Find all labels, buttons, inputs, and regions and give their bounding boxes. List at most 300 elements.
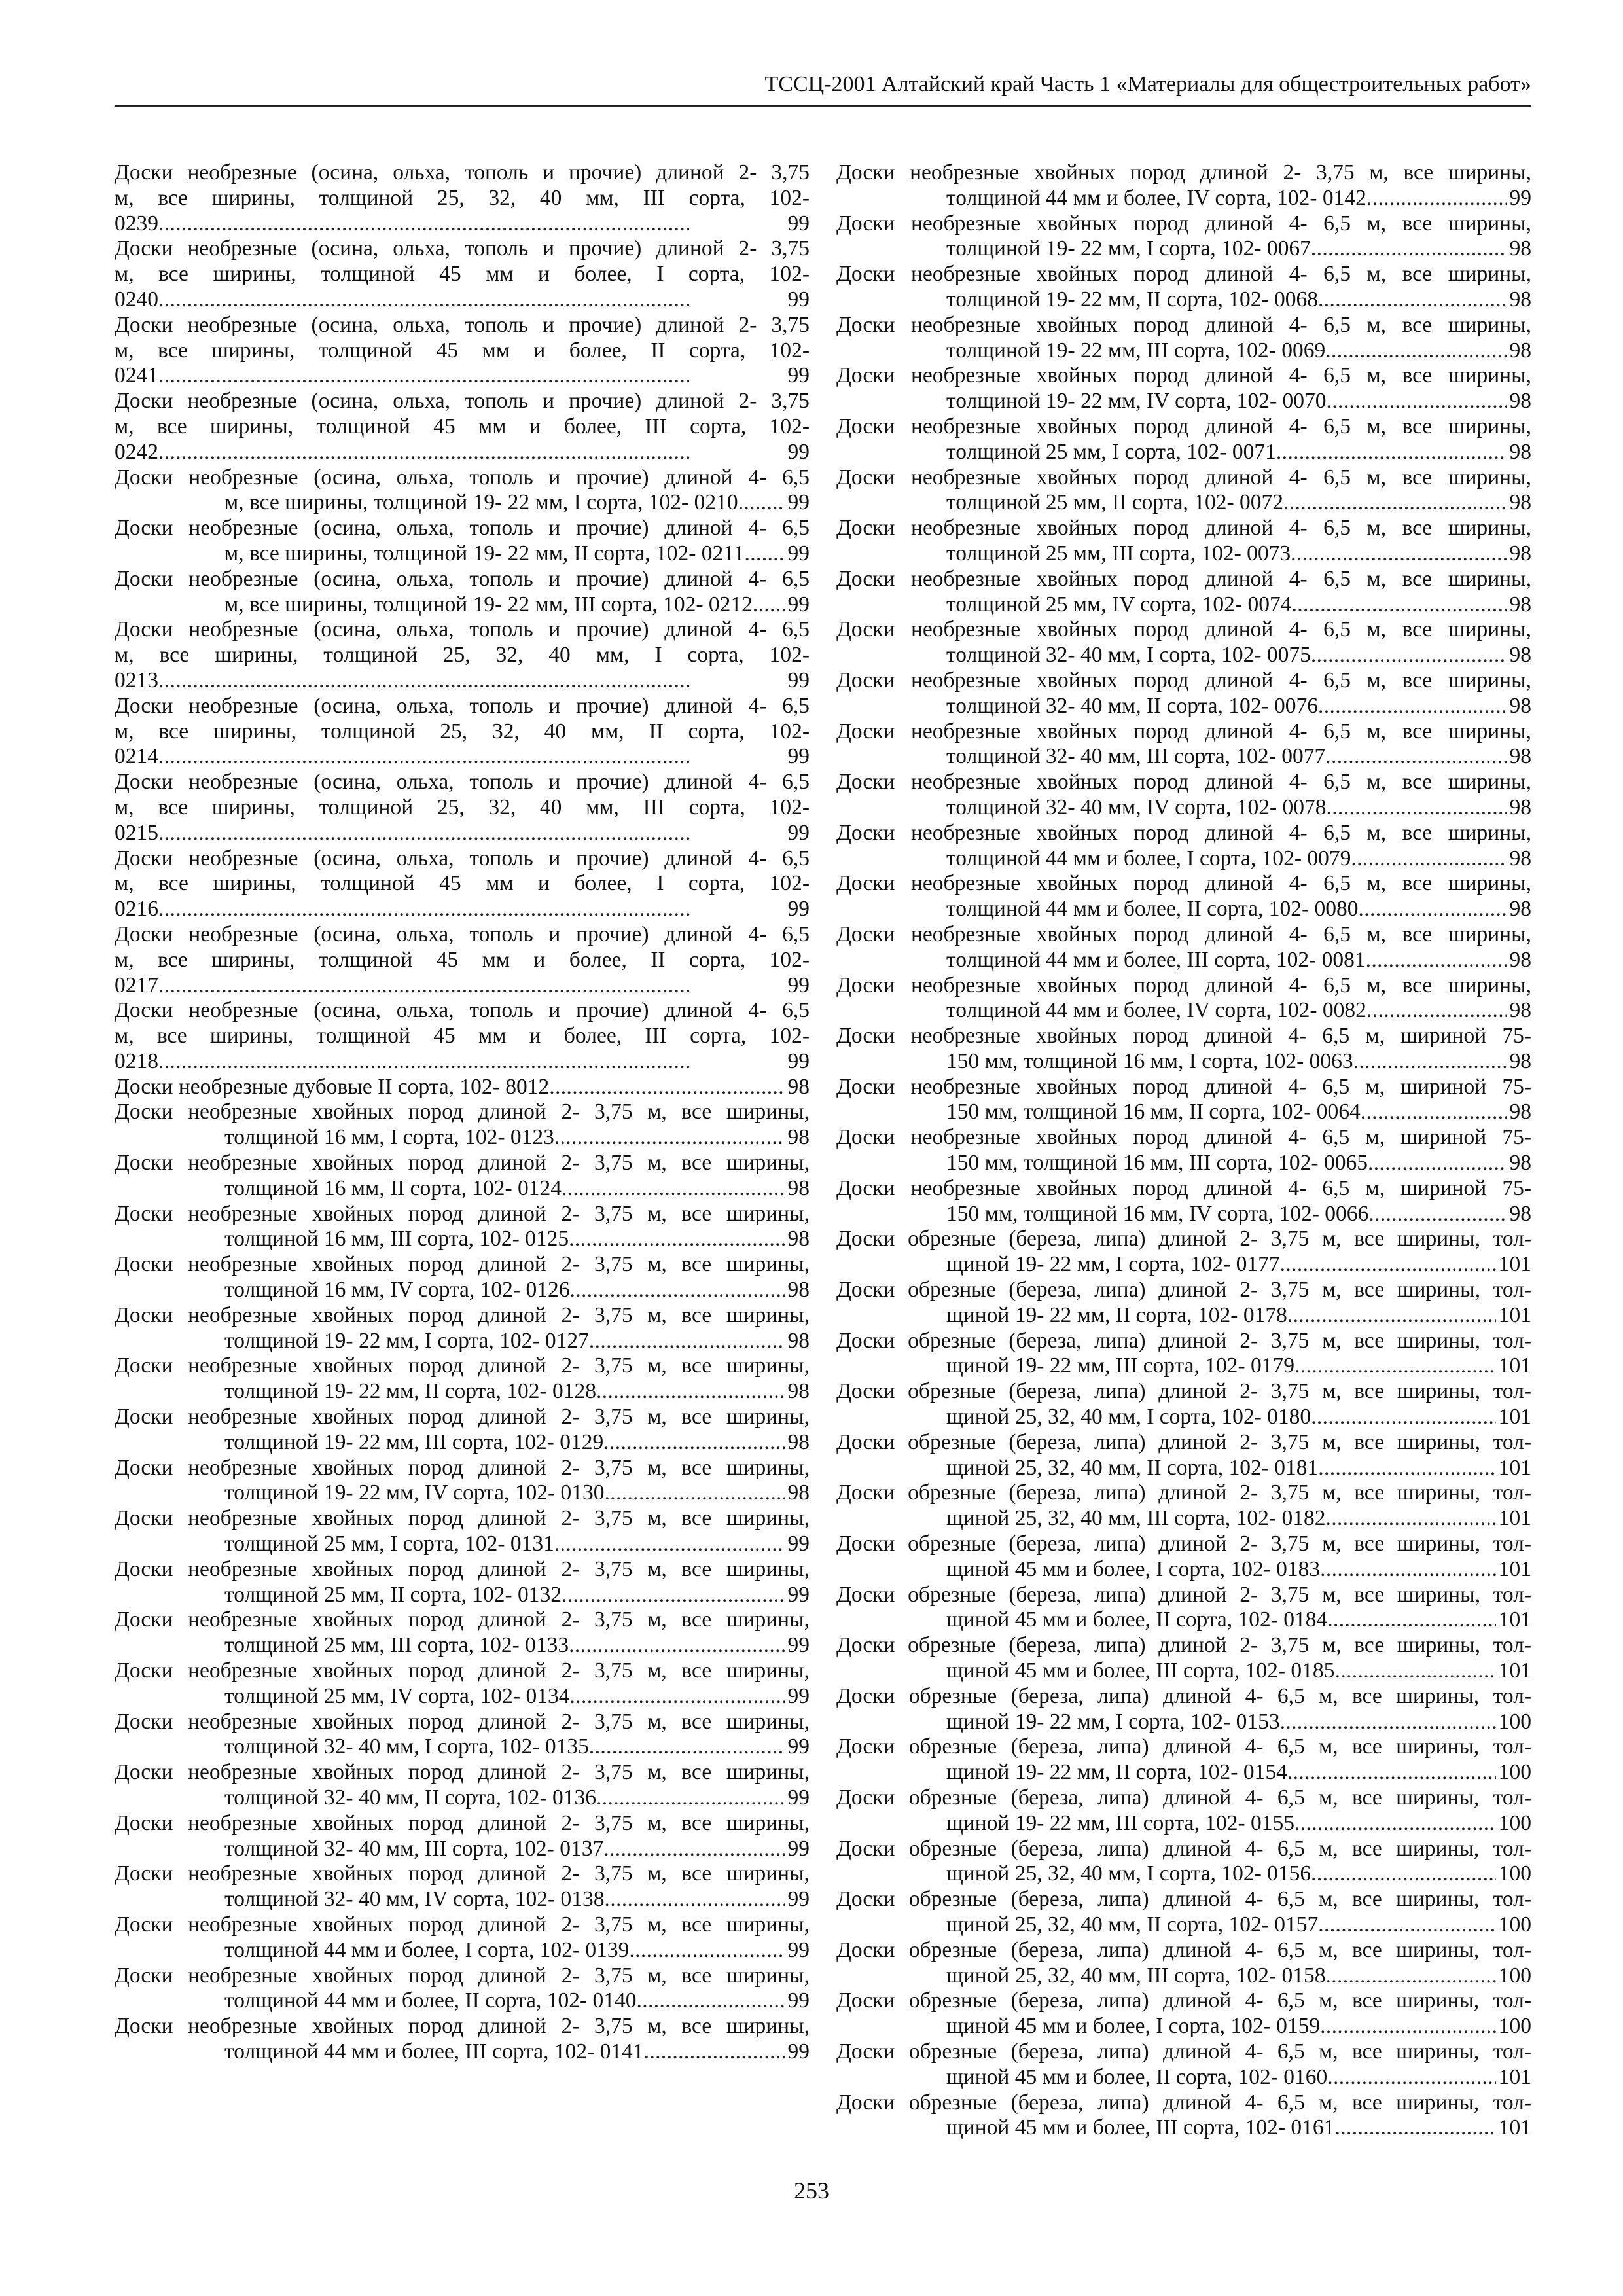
index-entry: [836, 2090, 1531, 2142]
entry-line: [115, 389, 810, 414]
entry-line: [115, 922, 810, 948]
entry-line: [836, 1760, 1531, 1785]
entry-line: [836, 592, 1531, 618]
entry-page-ref: 98: [1509, 490, 1531, 515]
entry-text: 150 мм, толщиной 16 мм, I сорта, 102- 0063: [946, 1049, 1353, 1073]
entry-text: Доски необрезные хвойных пород длиной 4- 6,5 м, все ширины,: [836, 312, 1531, 337]
entry-line: [115, 1710, 810, 1735]
entry-page-ref: 98: [787, 1429, 810, 1454]
entry-page-ref: 99: [787, 1683, 810, 1708]
index-entry: [115, 1100, 810, 1151]
entry-text: щиной 19- 22 мм, III сорта, 102- 0155: [946, 1810, 1294, 1835]
entry-text: Доски необрезные хвойных пород длиной 2- 3,75 м, все ширины,: [115, 1659, 810, 1683]
entry-line: [115, 1176, 810, 1202]
entry-text: толщиной 44 мм и более, I сорта, 102- 0139: [224, 1937, 630, 1962]
entry-text: толщиной 44 мм и более, II сорта, 102- 0080: [946, 897, 1359, 922]
leader-dots: [1325, 1506, 1495, 1532]
entry-line: [115, 1024, 810, 1049]
entry-text: Доски необрезные хвойных пород длиной 4- 6,5 м, все ширины,: [836, 871, 1531, 896]
entry-page-ref: 101: [1498, 1659, 1531, 1683]
entry-page-ref: 98: [1509, 744, 1531, 769]
entry-page-ref: 99: [787, 211, 810, 236]
entry-text: толщиной 16 мм, IV сорта, 102- 0126: [224, 1278, 570, 1302]
leader-dots: [1326, 389, 1507, 414]
leader-dots: [1311, 1405, 1496, 1430]
entry-line: [115, 211, 810, 237]
entry-text: Доски обрезные (береза, липа) длиной 2- 3,75 м, все ширины, тол-: [836, 1379, 1531, 1404]
entry-line: [836, 465, 1531, 491]
leader-dots: [1291, 541, 1507, 567]
entry-text: м, все ширины, толщиной 45 мм и более, I сорта, 102-: [115, 871, 810, 896]
entry-page-ref: 99: [787, 1937, 810, 1962]
index-entry: [836, 1734, 1531, 1785]
entry-text: Доски обрезные (береза, липа) длиной 2- 3,75 м, все ширины, тол-: [836, 1227, 1531, 1251]
entry-page-ref: 101: [1498, 1405, 1531, 1429]
entry-text: толщиной 32- 40 мм, I сорта, 102- 0075: [946, 643, 1311, 668]
entry-line: [836, 1405, 1531, 1430]
entry-line: [836, 160, 1531, 186]
index-entry: [115, 313, 810, 389]
entry-line: [115, 465, 810, 491]
entry-page-ref: 98: [787, 1379, 810, 1404]
entry-line: [836, 1252, 1531, 1278]
entry-line: [836, 871, 1531, 897]
entry-page-ref: 101: [1498, 1302, 1531, 1327]
entry-text: Доски необрезные хвойных пород длиной 2- 3,75 м, все ширины,: [115, 1354, 810, 1378]
entry-line: [836, 338, 1531, 364]
leader-dots: [158, 973, 785, 999]
leader-dots: [644, 2039, 785, 2065]
leader-dots: [1325, 744, 1507, 770]
entry-text: толщиной 32- 40 мм, II сорта, 102- 0136: [224, 1785, 597, 1810]
entry-text: м, все ширины, толщиной 45 мм и более, III сорта, 102-: [115, 1024, 810, 1049]
entry-text: толщиной 25 мм, III сорта, 102- 0073: [946, 541, 1291, 565]
entry-text: щиной 25, 32, 40 мм, I сорта, 102- 0180: [946, 1405, 1311, 1429]
entry-line: [115, 1938, 810, 1964]
index-entry: [836, 414, 1531, 465]
entry-line: [115, 643, 810, 668]
leader-dots: [1325, 338, 1507, 364]
entry-line: [115, 262, 810, 287]
entry-line: [115, 998, 810, 1024]
entry-line: [836, 821, 1531, 846]
entry-page-ref: 99: [787, 592, 810, 617]
entry-text: Доски необрезные хвойных пород длиной 2- 3,75 м, все ширины,: [115, 1607, 810, 1632]
entry-text: м, все ширины, толщиной 19- 22 мм, III сорта, 102- 0212: [224, 592, 753, 617]
entry-line: [115, 440, 810, 465]
entry-text: 0215: [115, 820, 158, 845]
entry-line: [836, 1710, 1531, 1735]
entry-text: Доски необрезные дубовые II сорта, 102- 8012: [115, 1074, 550, 1099]
leader-dots: [1351, 846, 1507, 872]
leader-dots: [1294, 1811, 1496, 1837]
leader-dots: [1368, 1202, 1507, 1227]
entry-text: толщиной 16 мм, I сорта, 102- 0123: [224, 1125, 554, 1150]
entry-line: [115, 668, 810, 694]
entry-line: [115, 1100, 810, 1125]
entry-line: [115, 1202, 810, 1227]
entry-text: Доски необрезные (осина, ольха, тополь и прочие) длиной 2- 3,75: [115, 160, 810, 185]
entry-text: щиной 45 мм и более, II сорта, 102- 0160: [946, 2064, 1328, 2089]
index-entry: [115, 1861, 810, 1912]
entry-text: м, все ширины, толщиной 45 мм и более, I сорта, 102-: [115, 262, 810, 287]
leader-dots: [629, 1938, 785, 1964]
entry-page-ref: 98: [1509, 287, 1531, 312]
entry-text: 0214: [115, 744, 158, 769]
entry-text: толщиной 25 мм, II сорта, 102- 0072: [946, 490, 1284, 515]
leader-dots: [554, 1125, 785, 1151]
index-entry: [115, 236, 810, 312]
page-number: 253: [794, 2178, 829, 2204]
index-entry: [115, 846, 810, 922]
entry-line: [115, 744, 810, 770]
entry-line: [115, 1379, 810, 1405]
entry-line: [115, 1506, 810, 1532]
entry-line: [115, 1430, 810, 1456]
index-entry: [836, 1176, 1531, 1227]
index-entry: [836, 1583, 1531, 1634]
entry-line: [836, 1456, 1531, 1481]
entry-text: Доски необрезные хвойных пород длиной 2- 3,75 м, все ширины,: [115, 1963, 810, 1988]
entry-line: [836, 770, 1531, 795]
entry-text: Доски необрезные хвойных пород длиной 4- 6,5 м, шириной 75-: [836, 1074, 1531, 1099]
entry-line: [115, 490, 810, 516]
leader-dots: [1366, 186, 1507, 211]
entry-line: [115, 1227, 810, 1252]
entry-line: [836, 414, 1531, 440]
leader-dots: [562, 1176, 785, 1202]
leader-dots: [1334, 2115, 1495, 2141]
entry-text: толщиной 44 мм и более, I сорта, 102- 0079: [946, 846, 1351, 870]
entry-line: [836, 1329, 1531, 1354]
index-entry: [836, 617, 1531, 668]
entry-page-ref: 99: [787, 1785, 810, 1810]
entry-line: [115, 897, 810, 922]
entry-text: щиной 45 мм и более, III сорта, 102- 0185: [946, 1659, 1335, 1683]
entry-page-ref: 100: [1498, 1963, 1531, 1988]
entry-line: [836, 2090, 1531, 2116]
leader-dots: [1327, 1607, 1495, 1633]
entry-text: Доски необрезные хвойных пород длиной 2- 3,75 м, все ширины,: [115, 1151, 810, 1175]
entry-page-ref: 99: [1509, 185, 1531, 210]
entry-page-ref: 99: [787, 1532, 810, 1556]
entry-text: 0239: [115, 211, 158, 236]
leader-dots: [1318, 287, 1507, 313]
entry-text: Доски обрезные (береза, липа) длиной 2- 3,75 м, все ширины, тол-: [836, 1278, 1531, 1302]
index-entry: [115, 567, 810, 618]
entry-text: толщиной 16 мм, III сорта, 102- 0125: [224, 1227, 569, 1251]
entry-line: [115, 1125, 810, 1151]
index-entry: [836, 821, 1531, 872]
leader-dots: [604, 1887, 785, 1912]
leader-dots: [1320, 2014, 1496, 2039]
leader-dots: [1311, 643, 1507, 668]
leader-dots: [604, 1480, 785, 1506]
leader-dots: [158, 897, 785, 922]
entry-line: [836, 643, 1531, 668]
entry-text: Доски обрезные (береза, липа) длиной 4- 6,5 м, все ширины, тол-: [836, 1734, 1531, 1759]
entry-text: Доски необрезные хвойных пород длиной 2- 3,75 м, все ширины,: [115, 1810, 810, 1835]
index-entry: [115, 465, 810, 516]
leader-dots: [158, 440, 785, 465]
entry-line: [115, 1583, 810, 1608]
entry-line: [115, 1329, 810, 1354]
entry-text: 0240: [115, 287, 158, 312]
entry-line: [836, 389, 1531, 414]
entry-page-ref: 98: [1509, 693, 1531, 718]
entry-text: толщиной 32- 40 мм, I сорта, 102- 0135: [224, 1734, 589, 1759]
leader-dots: [738, 490, 785, 516]
entry-text: 150 мм, толщиной 16 мм, III сорта, 102- 0065: [946, 1151, 1368, 1175]
entry-line: [115, 1684, 810, 1710]
leader-dots: [1320, 1557, 1496, 1583]
entry-text: м, все ширины, толщиной 45 мм и более, II сорта, 102-: [115, 947, 810, 972]
entry-text: Доски необрезные хвойных пород длиной 4- 6,5 м, все ширины,: [836, 973, 1531, 997]
entry-text: м, все ширины, толщиной 25, 32, 40 мм, III сорта, 102-: [115, 795, 810, 819]
leader-dots: [589, 1329, 785, 1354]
entry-line: [836, 1583, 1531, 1608]
leader-dots: [569, 1278, 785, 1303]
entry-line: [115, 1151, 810, 1176]
entry-text: щиной 45 мм и более, I сорта, 102- 0159: [946, 2014, 1321, 2039]
entry-text: Доски обрезные (береза, липа) длиной 4- 6,5 м, все ширины, тол-: [836, 2039, 1531, 2064]
entry-text: Доски необрезные хвойных пород длиной 4- 6,5 м, все ширины,: [836, 922, 1531, 946]
entry-line: [115, 1760, 810, 1785]
entry-text: толщиной 19- 22 мм, III сорта, 102- 0069: [946, 338, 1326, 363]
index-entry: [115, 922, 810, 998]
entry-line: [836, 668, 1531, 694]
entry-line: [836, 1278, 1531, 1303]
entry-line: [836, 2115, 1531, 2141]
entry-line: [836, 694, 1531, 719]
entry-line: [115, 414, 810, 440]
entry-line: [836, 1049, 1531, 1075]
entry-text: толщиной 25 мм, IV сорта, 102- 0134: [224, 1683, 570, 1708]
index-entry: [115, 1202, 810, 1253]
entry-page-ref: 99: [787, 363, 810, 388]
entry-text: толщиной 25 мм, I сорта, 102- 0131: [224, 1532, 554, 1556]
entry-line: [836, 1354, 1531, 1379]
entry-page-ref: 98: [787, 1125, 810, 1150]
entry-text: щиной 19- 22 мм, III сорта, 102- 0179: [946, 1354, 1294, 1378]
entry-line: [836, 1227, 1531, 1252]
entry-line: [836, 1532, 1531, 1557]
leader-dots: [1366, 998, 1507, 1024]
entry-line: [836, 1988, 1531, 2014]
entry-text: Доски необрезные хвойных пород длиной 2- 3,75 м, все ширины,: [115, 1455, 810, 1480]
entry-line: [115, 516, 810, 541]
entry-text: Доски обрезные (береза, липа) длиной 4- 6,5 м, все ширины, тол-: [836, 1887, 1531, 1912]
entry-page-ref: 99: [787, 541, 810, 565]
entry-text: толщиной 19- 22 мм, II сорта, 102- 0068: [946, 287, 1319, 312]
entry-text: Доски необрезные (осина, ольха, тополь и прочие) длиной 4- 6,5: [115, 922, 810, 946]
index-entry: [836, 1430, 1531, 1481]
index-entry: [836, 770, 1531, 821]
entry-line: [115, 1480, 810, 1506]
entry-page-ref: 99: [787, 1049, 810, 1073]
entry-text: Доски необрезные хвойных пород длиной 2- 3,75 м, все ширины,: [115, 1302, 810, 1327]
index-entry: [115, 1760, 810, 1811]
entry-text: Доски необрезные хвойных пород длиной 4- 6,5 м, все ширины,: [836, 668, 1531, 692]
entry-text: толщиной 32- 40 мм, IV сорта, 102- 0078: [946, 795, 1327, 819]
entry-text: толщиной 32- 40 мм, IV сорта, 102- 0138: [224, 1887, 605, 1912]
leader-dots: [1318, 694, 1507, 719]
entry-text: Доски необрезные хвойных пород длиной 2- 3,75 м, все ширины,: [836, 160, 1531, 185]
entry-line: [836, 846, 1531, 872]
entry-text: толщиной 32- 40 мм, II сорта, 102- 0076: [946, 693, 1319, 718]
entry-line: [115, 846, 810, 872]
entry-text: щиной 19- 22 мм, II сорта, 102- 0178: [946, 1302, 1287, 1327]
index-entry: [115, 1252, 810, 1303]
entry-line: [115, 770, 810, 795]
entry-line: [836, 948, 1531, 973]
entry-page-ref: 98: [1509, 1100, 1531, 1124]
index-entry: [836, 1684, 1531, 1735]
leader-dots: [1318, 1456, 1495, 1481]
leader-dots: [1359, 897, 1507, 922]
entry-text: м, все ширины, толщиной 19- 22 мм, I сорта, 102- 0210: [224, 490, 738, 515]
entry-line: [836, 1075, 1531, 1100]
entry-line: [115, 719, 810, 745]
entry-text: Доски необрезные хвойных пород длиной 2- 3,75 м, все ширины,: [115, 1760, 810, 1785]
entry-text: толщиной 19- 22 мм, I сорта, 102- 0067: [946, 236, 1311, 261]
leader-dots: [637, 1988, 785, 2014]
index-entry: [836, 668, 1531, 719]
running-header: [115, 68, 1531, 107]
entry-line: [836, 1607, 1531, 1633]
entry-page-ref: 101: [1498, 1607, 1531, 1632]
entry-text: толщиной 19- 22 мм, II сорта, 102- 0128: [224, 1379, 597, 1404]
entry-text: Доски необрезные (осина, ольха, тополь и прочие) длиной 4- 6,5: [115, 465, 810, 490]
leader-dots: [158, 744, 785, 770]
entry-line: [836, 1480, 1531, 1506]
entry-page-ref: 99: [787, 973, 810, 997]
entry-text: толщиной 25 мм, III сорта, 102- 0133: [224, 1633, 569, 1658]
entry-text: 0217: [115, 973, 158, 997]
entry-page-ref: 98: [787, 1227, 810, 1251]
entry-line: [836, 541, 1531, 567]
entry-page-ref: 101: [1498, 1252, 1531, 1277]
entry-page-ref: 99: [787, 1633, 810, 1658]
entry-line: [836, 1659, 1531, 1684]
leader-dots: [753, 592, 785, 618]
leader-dots: [1287, 1760, 1496, 1785]
entry-line: [836, 744, 1531, 770]
entry-page-ref: 101: [1498, 2115, 1531, 2140]
entry-line: [115, 1964, 810, 1989]
entry-text: м, все ширины, толщиной 19- 22 мм, II сорта, 102- 0211: [224, 541, 745, 565]
entry-page-ref: 98: [1509, 846, 1531, 870]
index-entry: [836, 1024, 1531, 1075]
index-entry: [836, 1480, 1531, 1532]
leader-dots: [569, 1633, 785, 1659]
entry-line: [836, 1734, 1531, 1760]
entry-text: Доски необрезные хвойных пород длиной 4- 6,5 м, шириной 75-: [836, 1175, 1531, 1200]
entry-line: [115, 287, 810, 313]
leader-dots: [1327, 2065, 1495, 2090]
entry-line: [836, 440, 1531, 465]
entry-line: [115, 313, 810, 338]
entry-text: м, все ширины, толщиной 25, 32, 40 мм, II сорта, 102-: [115, 719, 810, 744]
entry-line: [115, 1456, 810, 1481]
index-entry: [115, 1456, 810, 1507]
entry-line: [836, 1557, 1531, 1583]
entry-line: [836, 2014, 1531, 2039]
entry-text: Доски необрезные хвойных пород длиной 4- 6,5 м, все ширины,: [836, 617, 1531, 642]
entry-line: [115, 2039, 810, 2065]
entry-line: [836, 313, 1531, 338]
entry-page-ref: 98: [1509, 643, 1531, 668]
entry-text: Доски необрезные хвойных пород длиной 4- 6,5 м, все ширины,: [836, 516, 1531, 541]
index-entry: [115, 389, 810, 465]
entry-text: Доски необрезные (осина, ольха, тополь и прочие) длиной 4- 6,5: [115, 566, 810, 591]
leader-dots: [1294, 1354, 1496, 1379]
entry-text: Доски необрезные (осина, ольха, тополь и прочие) длиной 2- 3,75: [115, 236, 810, 261]
entry-page-ref: 98: [787, 1328, 810, 1353]
entry-text: м, все ширины, толщиной 45 мм и более, III сорта, 102-: [115, 414, 810, 439]
entry-line: [115, 1303, 810, 1329]
entry-text: м, все ширины, толщиной 25, 32, 40 мм, III сорта, 102-: [115, 185, 810, 210]
entry-page-ref: 99: [787, 287, 810, 312]
entry-page-ref: 98: [787, 1074, 810, 1099]
entry-line: [115, 948, 810, 973]
entry-line: [836, 1125, 1531, 1151]
leader-dots: [1334, 1659, 1495, 1684]
entry-line: [836, 2065, 1531, 2090]
leader-dots: [1368, 1151, 1507, 1176]
entry-text: Доски необрезные (осина, ольха, тополь и прочие) длиной 4- 6,5: [115, 693, 810, 718]
index-entry: [836, 1075, 1531, 1126]
leader-dots: [158, 1049, 785, 1075]
index-entry: [836, 211, 1531, 262]
entry-page-ref: 99: [787, 1734, 810, 1759]
index-entry: [115, 998, 810, 1074]
entry-line: [115, 1659, 810, 1684]
index-entry: [115, 1303, 810, 1354]
index-entry: [115, 160, 810, 236]
entry-text: щиной 19- 22 мм, I сорта, 102- 0177: [946, 1252, 1280, 1277]
entry-page-ref: 98: [787, 1278, 810, 1302]
entry-text: Доски необрезные хвойных пород длиной 2- 3,75 м, все ширины,: [115, 1100, 810, 1124]
entry-text: Доски обрезные (береза, липа) длиной 2- 3,75 м, все ширины, тол-: [836, 1328, 1531, 1353]
index-entry: [115, 1151, 810, 1202]
entry-text: Доски обрезные (береза, липа) длиной 4- 6,5 м, все ширины, тол-: [836, 1785, 1531, 1810]
entry-page-ref: 101: [1498, 2064, 1531, 2089]
entry-page-ref: 100: [1498, 1810, 1531, 1835]
index-entry: [836, 1988, 1531, 2039]
index-entry: [836, 1633, 1531, 1684]
index-entry: [836, 567, 1531, 618]
entry-page-ref: 100: [1498, 2014, 1531, 2039]
entry-text: щиной 25, 32, 40 мм, I сорта, 102- 0156: [946, 1861, 1311, 1886]
entry-text: толщиной 25 мм, II сорта, 102- 0132: [224, 1582, 562, 1607]
entry-page-ref: 98: [1509, 541, 1531, 565]
entry-text: толщиной 19- 22 мм, I сорта, 102- 0127: [224, 1328, 589, 1353]
entry-page-ref: 98: [787, 1175, 810, 1200]
entry-text: Доски обрезные (береза, липа) длиной 4- 6,5 м, все ширины, тол-: [836, 1683, 1531, 1708]
entry-line: [836, 1176, 1531, 1202]
entry-line: [115, 2014, 810, 2039]
entry-line: [115, 160, 810, 186]
entry-page-ref: 99: [787, 1988, 810, 2013]
entry-text: толщиной 25 мм, I сорта, 102- 0071: [946, 439, 1276, 464]
leader-dots: [1280, 1710, 1496, 1735]
entry-line: [836, 236, 1531, 262]
entry-page-ref: 98: [1509, 389, 1531, 414]
index-entry: [836, 871, 1531, 922]
entry-text: Доски обрезные (береза, липа) длиной 2- 3,75 м, все ширины, тол-: [836, 1633, 1531, 1658]
entry-line: [836, 490, 1531, 516]
